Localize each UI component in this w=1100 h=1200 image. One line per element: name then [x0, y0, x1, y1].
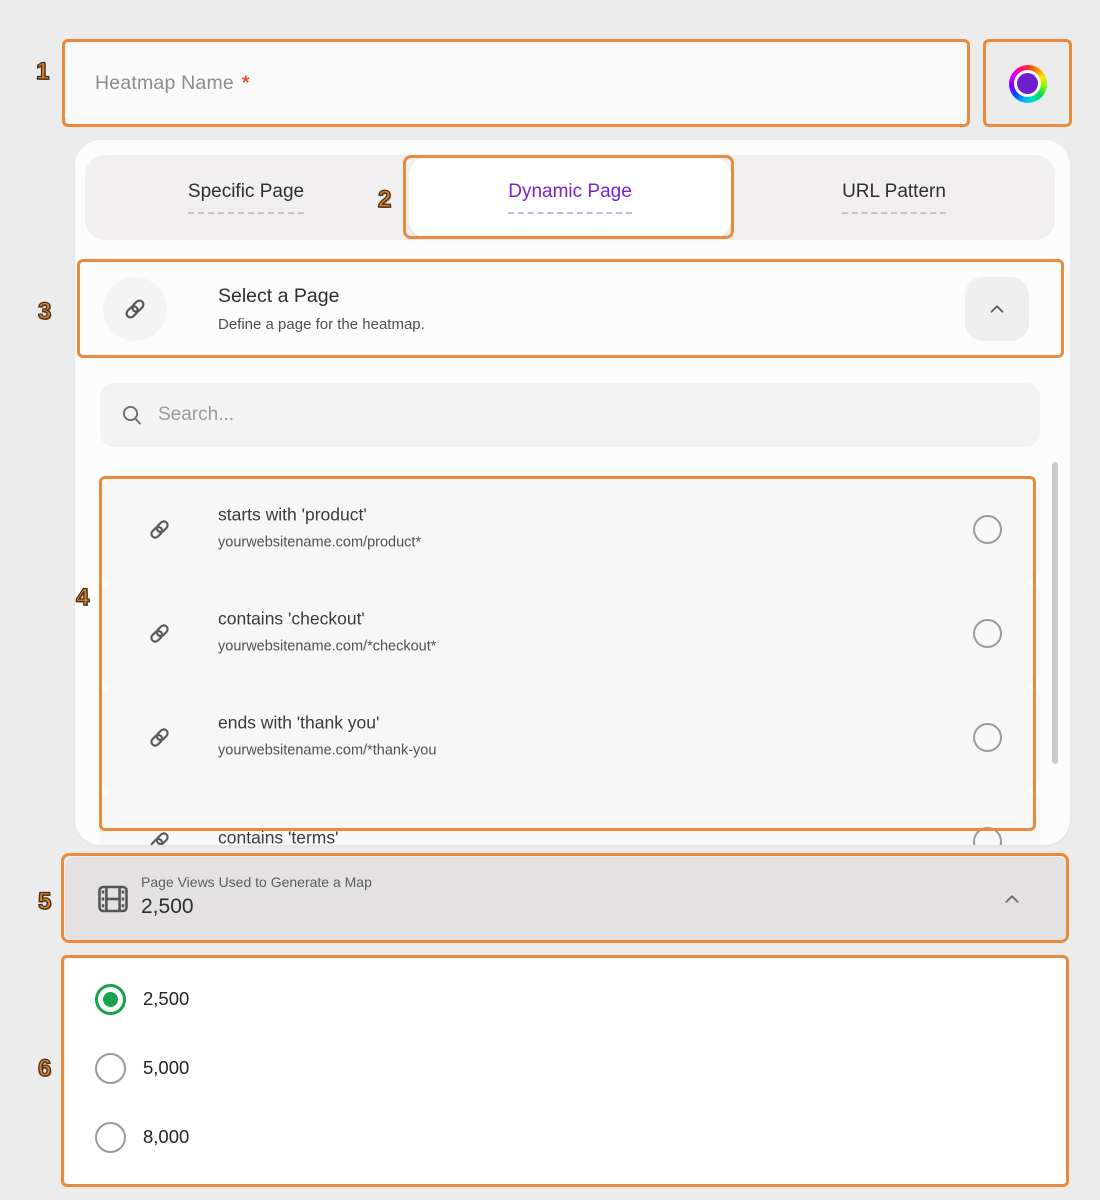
option-label: 2,500: [143, 988, 190, 1009]
link-icon: [146, 516, 173, 543]
page-option-radio[interactable]: [973, 515, 1002, 544]
color-picker-button[interactable]: [985, 42, 1070, 125]
page-option-radio[interactable]: [973, 619, 1002, 648]
link-icon-circle: [103, 277, 167, 341]
radio-unselected[interactable]: [95, 1053, 126, 1084]
select-page-subtitle: Define a page for the heatmap.: [218, 316, 425, 333]
page-option-ends-with-thank-you[interactable]: [100, 686, 1040, 790]
radio-dot: [103, 992, 118, 1007]
page-option-url: yourwebsitename.com/*checkout*: [218, 638, 437, 655]
page-views-label: Page Views Used to Generate a Map: [141, 874, 372, 890]
link-icon: [146, 828, 173, 845]
select-page-collapse-button[interactable]: [965, 277, 1029, 341]
radio-selected[interactable]: [95, 984, 126, 1015]
annotation-mark-4: 4: [76, 584, 90, 611]
page-option-title: contains 'checkout': [218, 608, 365, 629]
option-2500[interactable]: [65, 964, 1068, 1034]
tab-url-pattern-label: URL Pattern: [842, 181, 946, 214]
select-page-title: Select a Page: [218, 285, 340, 307]
page-option-contains-checkout[interactable]: [100, 582, 1040, 686]
option-label: 5,000: [143, 1057, 190, 1078]
page-option-radio[interactable]: [973, 723, 1002, 752]
heatmap-name-field-wrap: [65, 42, 970, 125]
page-views-options-panel: [65, 958, 1068, 1184]
link-icon: [121, 295, 149, 323]
annotation-mark-2: 2: [378, 186, 392, 213]
page-views-value: 2,500: [141, 895, 194, 918]
color-wheel-icon: [1009, 65, 1047, 103]
page-search-field[interactable]: [100, 383, 1040, 447]
page-option-radio[interactable]: [973, 827, 1002, 845]
page-search-input[interactable]: [156, 403, 1020, 427]
page-option-texts: [218, 608, 436, 658]
option-8000[interactable]: [65, 1102, 1068, 1172]
page-views-section-header[interactable]: [65, 857, 1068, 940]
color-wheel-inner-ring: [1014, 70, 1041, 97]
film-icon: [95, 881, 131, 917]
link-icon: [146, 620, 173, 647]
search-icon: [120, 403, 144, 427]
page-option-texts: [218, 827, 338, 845]
link-icon: [146, 724, 173, 751]
page-option-title: ends with 'thank you': [218, 712, 380, 733]
chevron-up-icon: [986, 298, 1008, 320]
tab-specific-page-label: Specific Page: [188, 181, 304, 214]
list-scrollbar[interactable]: [1052, 462, 1058, 764]
chevron-up-icon: [1001, 888, 1023, 910]
page-option-url: yourwebsitename.com/product*: [218, 534, 422, 551]
color-wheel-core: [1017, 73, 1038, 94]
page-option-url: yourwebsitename.com/*thank-you: [218, 742, 437, 759]
option-5000[interactable]: [65, 1033, 1068, 1103]
page-type-tabbar: [85, 155, 1055, 240]
page-option-list: [100, 478, 1040, 845]
page-option-texts: [218, 712, 436, 762]
page-option-title: contains 'terms': [218, 827, 339, 845]
required-asterisk: *: [241, 72, 250, 94]
tab-dynamic-page-label: Dynamic Page: [508, 181, 632, 214]
heatmap-name-placeholder-text: Heatmap Name: [95, 72, 234, 94]
page-option-texts: [218, 504, 421, 554]
page-option-title: starts with 'product': [218, 504, 367, 525]
annotation-mark-3: 3: [38, 298, 52, 325]
select-page-header: [75, 260, 1070, 357]
tab-url-pattern[interactable]: [733, 155, 1055, 240]
option-label: 8,000: [143, 1126, 190, 1147]
annotation-mark-1: 1: [36, 58, 50, 85]
heatmap-name-input[interactable]: [65, 42, 970, 125]
radio-unselected[interactable]: [95, 1122, 126, 1153]
tab-specific-page[interactable]: [85, 155, 407, 240]
page-option-starts-with-product[interactable]: [100, 478, 1040, 582]
tab-dynamic-page[interactable]: [409, 157, 731, 238]
page-option-contains-terms[interactable]: [100, 790, 1040, 845]
annotation-mark-6: 6: [38, 1055, 52, 1082]
page-selection-card: [75, 140, 1070, 845]
annotation-mark-5: 5: [38, 888, 52, 915]
